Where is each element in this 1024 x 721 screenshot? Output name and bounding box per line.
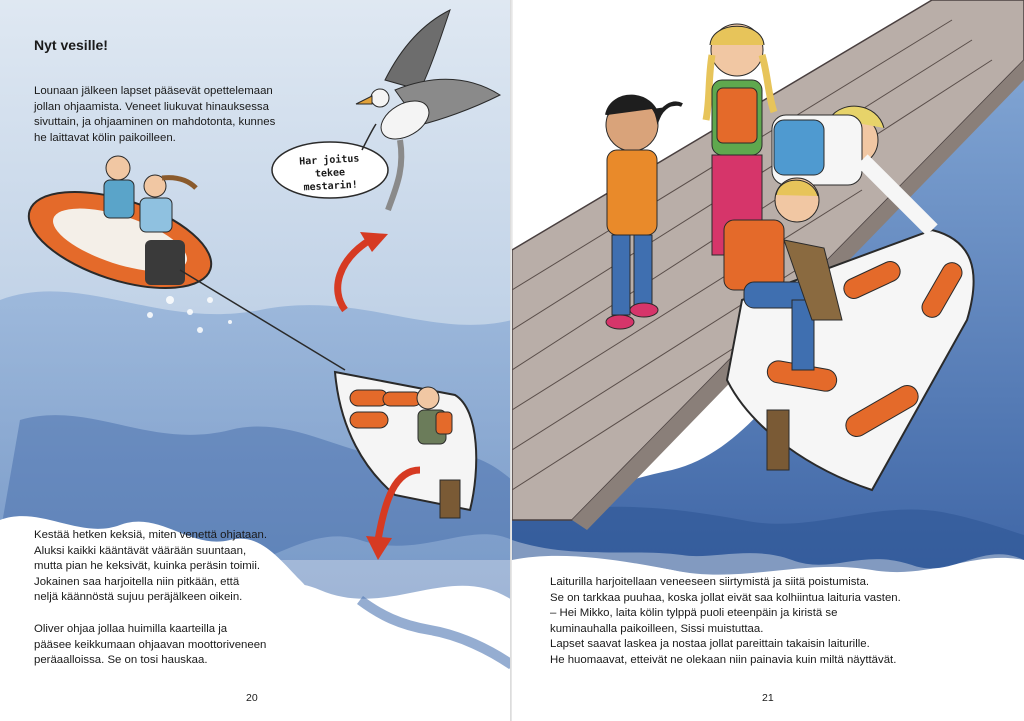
outboard-motor xyxy=(145,240,185,285)
rudder xyxy=(767,410,789,470)
right-page xyxy=(512,0,1024,721)
rudder xyxy=(440,480,460,518)
page-number-right: 21 xyxy=(762,692,774,704)
intro-paragraph: Lounaan jälkeen lapset pääsevät opettelemaan jollan ohjaamista. Veneet liukuvat hinauksessa sivuttain, ja ohjaaminen on mahdotonta, kunnes he laittavat kölin paikoilleen. xyxy=(34,85,276,144)
steering-paragraph: Kestää hetken keksiä, miten venettä ohjataan. Aluksi kaikki kääntävät väärään suuntaan, mutta pian he keksivät, kuinka peräsin toimii. Jokainen saa harjoitella niin pitkään, että neljä käännöstä sujuu peräjälkeen oikein. xyxy=(34,529,268,604)
oliver-paragraph: Oliver ohjaa jollaa huimilla kaarteilla ja pääsee keikkumaan ohjaavan moottoriveneen peräaalloissa. Se on tosi hauskaa. xyxy=(34,623,267,667)
dock-practice-paragraph: Laiturilla harjoitellaan veneeseen siirtymistä ja siitä poistumista. Se on tarkkaa puuhaa, koska jollat eivät saa kolhiintua laituria vasten. – Hei Mikko, laita kölin tylppä puoli eteenpäin ja kiristä se kuminauhalla paikoilleen, Sissi muistuttaa. Lapset saavat laskea ja nostaa jollat pareittain takaisin laiturille. He huomaavat, etteivät ne olekaan niin painavia kuin miltä näyttävät. xyxy=(550,576,901,666)
page-number-left: 20 xyxy=(246,692,258,704)
speech-bubble-text: Har joitus tekee mestarin! xyxy=(298,153,360,194)
page-heading: Nyt vesille! xyxy=(34,37,108,53)
